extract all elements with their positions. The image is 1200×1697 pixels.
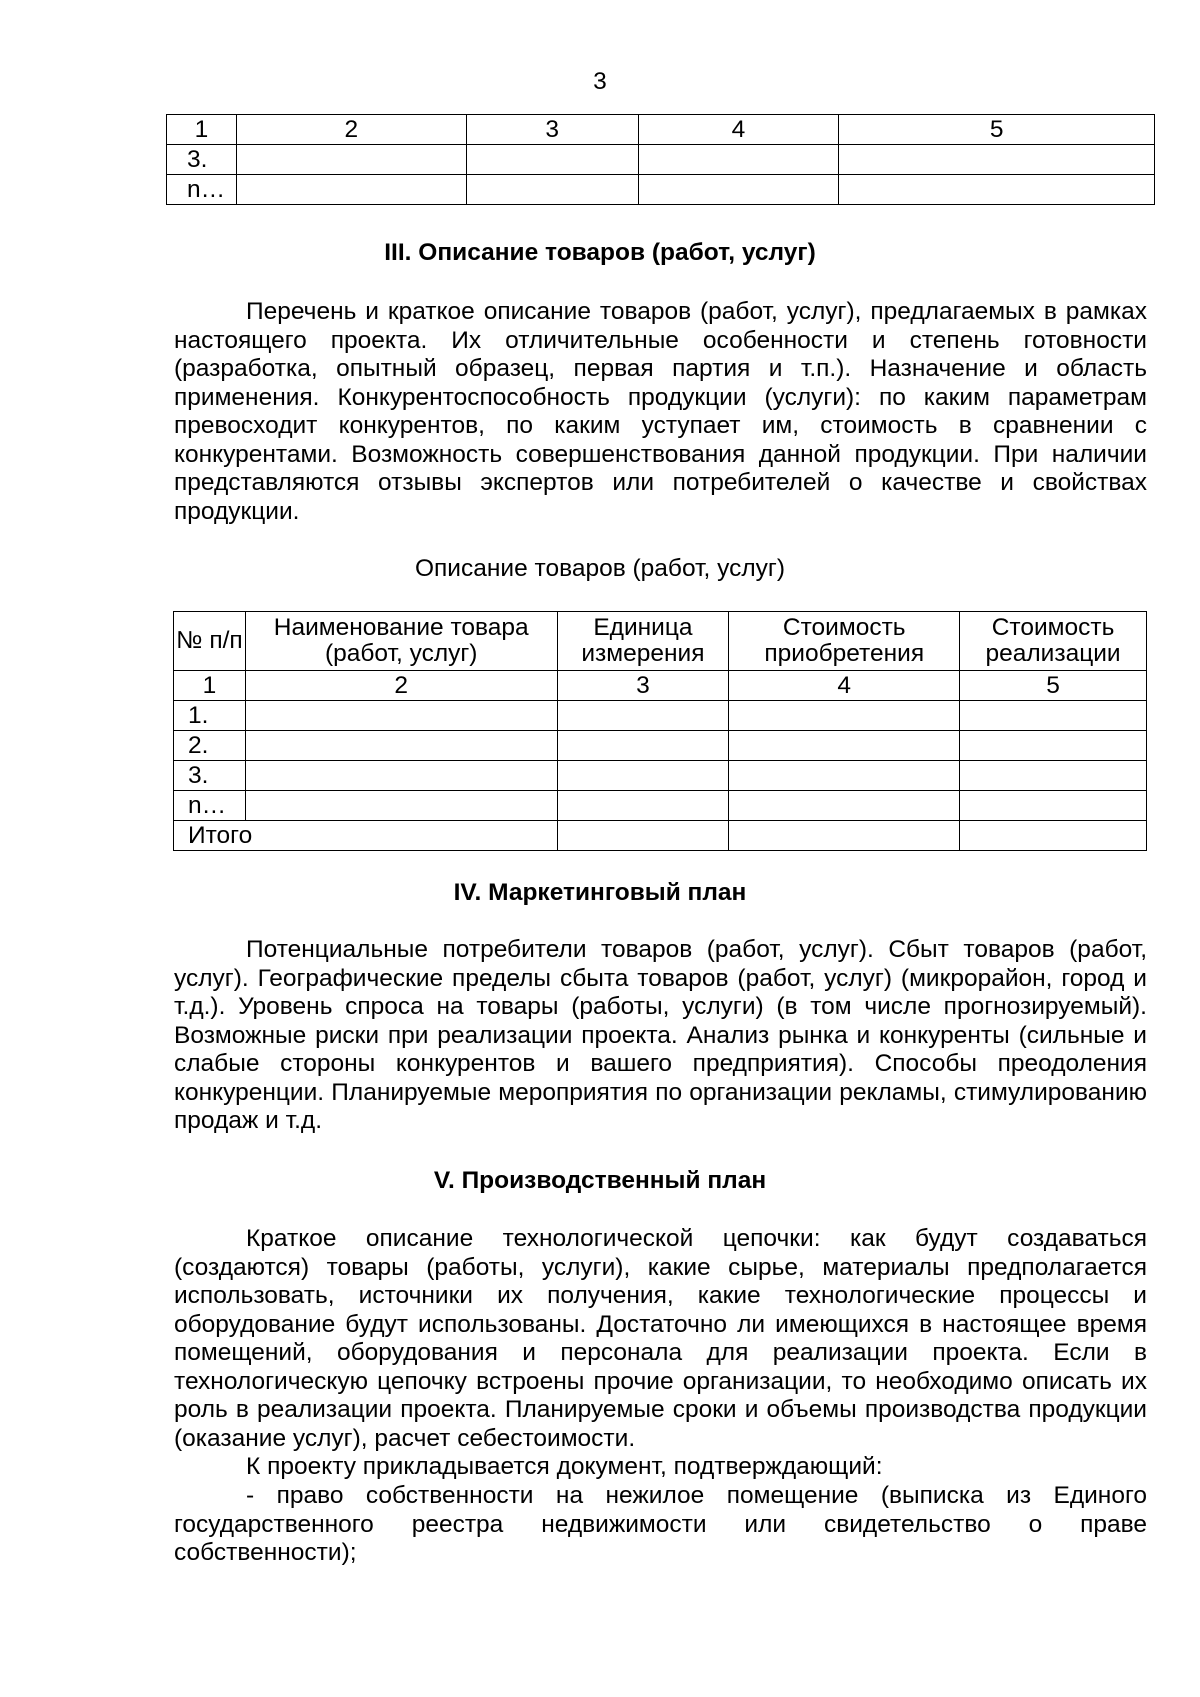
table-cell: 2.: [174, 731, 246, 761]
table-caption: Описание товаров (работ, услуг): [414, 555, 786, 582]
table-cell: [245, 701, 557, 731]
table-cell: [960, 821, 1147, 851]
section-3-title: III. Описание товаров (работ, услуг): [384, 239, 816, 266]
table-cell: 4: [729, 671, 960, 701]
table-cell: 1: [174, 671, 246, 701]
table-cell: [466, 145, 638, 175]
attachment-intro: К проекту прикладывается документ, подтверждающий:: [246, 1453, 883, 1480]
table-cell: [960, 791, 1147, 821]
table-cell: [729, 731, 960, 761]
header-name: Наименование товара (работ, услуг): [245, 612, 557, 671]
header-sale-cost: Стоимость реализации: [960, 612, 1147, 671]
table-cell: n…: [167, 175, 237, 205]
table-cell: 2: [236, 115, 466, 145]
header-purchase-cost: Стоимость приобретения: [729, 612, 960, 671]
table-cell: 4: [638, 115, 839, 145]
table-cell: [839, 175, 1155, 205]
continued-table: [166, 114, 1155, 205]
table-cell: [729, 701, 960, 731]
table-cell: n…: [174, 791, 246, 821]
table-cell: [245, 761, 557, 791]
table-cell: 2: [245, 671, 557, 701]
table-cell: [960, 701, 1147, 731]
table-row: [174, 731, 1147, 761]
table-cell: [557, 731, 729, 761]
section-4-paragraph: Потенциальные потребители товаров (работ, услуг). Сбыт товаров (работ, услуг). Географические пределы сбыта товаров (работ, услуг) (микрорайон, город и т.д.). Уровень спроса на товары (работы, услуги) (в том числе прогнозируемый). Возможные риски при реализации проекта. Анализ рынка и конкуренты (сильные и слабые стороны конкурентов и вашего предприятия). Способы преодоления конкуренции. Планируемые мероприятия по организации рекламы, стимулированию продаж и т.д.: [174, 936, 1147, 1134]
total-label: Итого: [174, 821, 558, 851]
table-cell: 3: [466, 115, 638, 145]
table-cell: [245, 731, 557, 761]
table-cell: [729, 791, 960, 821]
table-cell: [236, 175, 466, 205]
table-cell: 3: [557, 671, 729, 701]
table-cell: 5: [960, 671, 1147, 701]
table-header-row: [167, 115, 1155, 145]
table-row: [174, 701, 1147, 731]
table-row: [174, 761, 1147, 791]
table-cell: 5: [839, 115, 1155, 145]
table-cell: [729, 821, 960, 851]
table-cell: 1: [167, 115, 237, 145]
total-row: [174, 821, 1147, 851]
section-3-paragraph: Перечень и краткое описание товаров (работ, услуг), предлагаемых в рамках настоящего проекта. Их отличительные особенности и степень готовности (разработка, опытный образец, первая партия и т.п.). Назначение и область применения. Конкурентоспособность продукции (услуги): по каким параметрам превосходит конкурентов, по каким уступает им, стоимость в сравнении с конкурентами. Возможность совершенствования данной продукции. При наличии представляются отзывы экспертов или потребителей о качестве и свойствах продукции.: [174, 298, 1147, 525]
table-cell: [729, 761, 960, 791]
table-cell: [245, 791, 557, 821]
table-header-row: [174, 612, 1147, 671]
page-number: 3: [593, 68, 607, 95]
table-cell: 1.: [174, 701, 246, 731]
table-cell: [839, 145, 1155, 175]
section-4-title: IV. Маркетинговый план: [453, 879, 747, 906]
table-cell: [466, 175, 638, 205]
section-5-paragraph: Краткое описание технологической цепочки: как будут создаваться (создаются) товары (работы, услуги), какие сырье, материалы предполагается использовать, источники их получения, какие технологические процессы и оборудование будут использованы. Достаточно ли имеющихся в настоящее время помещений, оборудования и персонала для реализации проекта. Если в технологическую цепочку встроены прочие организации, то необходимо описать их роль в реализации проекта. Планируемые сроки и объемы производства продукции (оказание услуг), расчет себестоимости.: [174, 1225, 1147, 1452]
table-cell: [960, 761, 1147, 791]
header-unit: Единица измерения: [557, 612, 729, 671]
goods-table: [173, 611, 1147, 851]
table-cell: [638, 175, 839, 205]
table-row: [167, 175, 1155, 205]
table-cell: 3.: [174, 761, 246, 791]
table-row: [167, 145, 1155, 175]
table-cell: 3.: [167, 145, 237, 175]
header-number: № п/п: [174, 612, 246, 671]
table-cell: [557, 701, 729, 731]
table-cell: [236, 145, 466, 175]
table-cell: [557, 821, 729, 851]
attachment-item: - право собственности на нежилое помещение (выписка из Единого государственного реестра недвижимости или свидетельство о праве собственности);: [174, 1482, 1147, 1566]
table-cell: [960, 731, 1147, 761]
section-5-title: V. Производственный план: [433, 1167, 767, 1194]
table-row: [174, 791, 1147, 821]
table-cell: [557, 761, 729, 791]
table-cell: [638, 145, 839, 175]
column-number-row: [174, 671, 1147, 701]
table-cell: [557, 791, 729, 821]
